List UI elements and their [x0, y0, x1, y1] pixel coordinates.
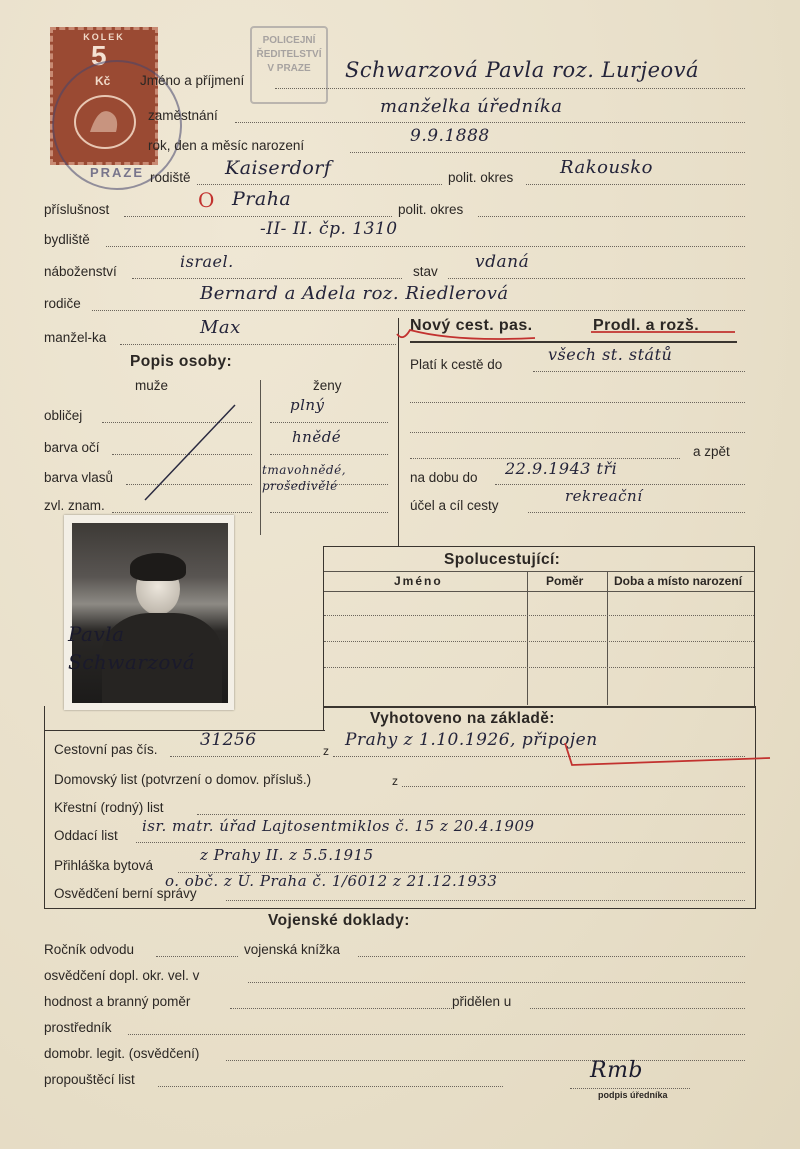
passport-photo [64, 515, 234, 710]
oddaci-line [136, 842, 745, 843]
hodnost-label: hodnost a branný poměr [44, 994, 191, 1009]
basis-left-stub [323, 706, 324, 730]
domobr-label: domobr. legit. (osvědčení) [44, 1046, 200, 1061]
header-stamp-line2: V PRAZE [267, 63, 311, 74]
muze-strike [140, 400, 250, 510]
osvedceni-line [226, 900, 745, 901]
signature-label: podpis úředníka [598, 1090, 668, 1100]
prihlaska-value: z Prahy II. z 5.5.1915 [200, 846, 374, 864]
red-underline-mark [395, 322, 755, 344]
polit-okres2-label: polit. okres [398, 202, 464, 217]
stamp-value: 5 [91, 40, 107, 71]
plati-line [533, 371, 745, 372]
basis-top-rule-left [44, 730, 325, 731]
nabozenstvi-label: náboženství [44, 264, 117, 279]
bydliste-line [106, 246, 745, 247]
companions-title: Spolucestující: [444, 551, 561, 568]
polit-okres-value: Rakousko [560, 157, 654, 178]
domobr-line [226, 1060, 745, 1061]
barva-vlasu-value: tmavohnědé, prošedivělé [262, 463, 347, 493]
prostrednik-label: prostředník [44, 1020, 112, 1035]
rocnik-line [156, 956, 238, 957]
companions-row-1 [324, 615, 754, 616]
bydliste-label: bydliště [44, 232, 90, 247]
photo-signature: Pavla Schwarzová [68, 622, 196, 674]
header-stamp-line1: POLICEJNÍ ŘEDITELSTVÍ [256, 35, 322, 60]
bydliste-value: -II- II. čp. 1310 [260, 219, 398, 239]
prislusnost-line [124, 216, 392, 217]
jmeno-value: Schwarzová Pavla roz. Lurjeová [345, 58, 700, 82]
cestovni-z-value: Prahy z 1.10.1926, připojen [345, 730, 598, 750]
jmeno-line [275, 88, 745, 89]
ucel-line [528, 512, 745, 513]
krestni-line [197, 814, 745, 815]
knizka-line [358, 956, 745, 957]
cestovni-value: 31256 [200, 730, 257, 750]
prihlaska-label: Přihláška bytová [54, 858, 154, 873]
polit-okres2-line [478, 216, 745, 217]
seal-city-text: PRAZE [89, 165, 145, 180]
narozeni-label: rok, den a měsíc narození [148, 138, 305, 153]
companions-header-jmeno: Jméno [394, 574, 443, 588]
stav-line [448, 278, 745, 279]
rocnik-label: Ročník odvodu [44, 942, 135, 957]
osvedceni-value: o. obč. z Ú. Praha č. 1/6012 z 21.12.1933 [165, 872, 498, 890]
cestovni-label: Cestovní pas čís. [54, 742, 158, 757]
polit-okres-label: polit. okres [448, 170, 514, 185]
nabozenstvi-value: israel. [180, 252, 234, 271]
narozeni-line [350, 152, 745, 153]
companions-row-2 [324, 641, 754, 642]
barva-oci-value: hnědé [292, 428, 342, 446]
dobu-value: 22.9.1943 tři [505, 459, 618, 478]
prostrednik-line [128, 1034, 745, 1035]
police-header-stamp [250, 26, 328, 104]
companions-header-pomer: Poměr [546, 574, 584, 588]
new-passport-label: Nový cest. pas. [410, 317, 533, 334]
stav-label: stav [413, 264, 438, 279]
zpet-label: a zpět [693, 444, 730, 459]
propousteci-line [158, 1086, 503, 1087]
barva-oci-label: barva očí [44, 440, 100, 455]
zamestnani-line [235, 122, 745, 123]
krestni-label: Křestní (rodný) list [54, 800, 164, 815]
companions-row-3 [324, 667, 754, 668]
zamestnani-label: zaměstnání [148, 108, 218, 123]
hodnost-line [230, 1008, 452, 1009]
companions-header-doba: Doba a místo narození [614, 574, 743, 588]
nabozenstvi-line [132, 278, 402, 279]
cestovni-z-label: z [323, 744, 329, 758]
domovsky-line [402, 786, 745, 787]
stamp-unit: Kč [95, 74, 111, 88]
ucel-value: rekreační [565, 487, 643, 505]
red-mark-basis [560, 740, 780, 770]
rodiste-label: rodiště [150, 170, 191, 185]
polit-okres-line [526, 184, 745, 185]
companions-col-2 [607, 571, 608, 705]
osvedceni-dopl-label: osvědčení dopl. okr. vel. v [44, 968, 200, 983]
pridelen-label: přidělen u [452, 994, 512, 1009]
passport-left-border [398, 318, 399, 546]
rodice-label: rodiče [44, 296, 81, 311]
rodice-line [92, 310, 745, 311]
osvedceni-dopl-line [248, 982, 745, 983]
military-title: Vojenské doklady: [268, 912, 410, 929]
signature-line [570, 1088, 690, 1089]
popis-muze-header: muže [135, 378, 169, 393]
rodiste-line [197, 184, 442, 185]
companions-table [323, 546, 755, 708]
photo-hair [130, 553, 186, 581]
prislusnost-mark: O [198, 188, 215, 212]
basis-title: Vyhotoveno na základě: [370, 710, 555, 727]
manzel-label: manžel-ka [44, 330, 107, 345]
stamp-kolek-text: KOLEK [83, 32, 125, 42]
companions-header-rule [324, 591, 754, 592]
oblicej-label: obličej [44, 408, 83, 423]
ucel-label: účel a cíl cesty [410, 498, 499, 513]
companions-title-rule [324, 571, 754, 572]
zvl-znam-line-right [270, 512, 388, 513]
prislusnost-value: Praha [232, 188, 292, 210]
osvedceni-label: Osvědčení berní správy [54, 886, 197, 901]
cestovni-line [170, 756, 320, 757]
stav-value: vdaná [475, 252, 530, 272]
narozeni-value: 9.9.1888 [410, 126, 490, 146]
rodiste-value: Kaiserdorf [225, 157, 332, 179]
oddaci-value: isr. matr. úřad Lajtosentmiklos č. 15 z 20.4.1909 [142, 817, 535, 835]
oblicej-line-right [270, 422, 388, 423]
knizka-label: vojenská knížka [244, 942, 341, 957]
jmeno-label: Jméno a příjmení [140, 73, 245, 88]
official-signature: Rmb [590, 1058, 644, 1083]
zvl-znam-line-left [112, 512, 252, 513]
propousteci-label: propouštěcí list [44, 1072, 135, 1087]
oddaci-label: Oddací list [54, 828, 118, 843]
barva-vlasu-label: barva vlasů [44, 470, 114, 485]
popis-divider [260, 380, 261, 535]
zamestnani-value: manželka úředníka [380, 96, 563, 117]
rodice-value: Bernard a Adela roz. Riedlerová [200, 283, 509, 304]
popis-zeny-header: ženy [313, 378, 342, 393]
plati-line-2 [410, 402, 745, 403]
manzel-line [120, 344, 396, 345]
popis-title: Popis osoby: [130, 353, 233, 370]
manzel-value: Max [200, 317, 241, 338]
basis-top-rule-right [323, 706, 756, 707]
zvl-znam-label: zvl. znam. [44, 498, 105, 513]
companions-col-1 [527, 571, 528, 705]
oblicej-value: plný [290, 396, 325, 414]
domovsky-label: Domovský list (potvrzení o domov. přísluš.) [54, 772, 312, 787]
plati-line-3 [410, 432, 745, 433]
dobu-line [495, 484, 745, 485]
dobu-label: na dobu do [410, 470, 478, 485]
prodl-label: Prodl. a rozš. [593, 317, 700, 334]
plati-label: Platí k cestě do [410, 357, 503, 372]
prislusnost-label: příslušnost [44, 202, 110, 217]
barva-oci-line-right [270, 454, 388, 455]
pridelen-line [530, 1008, 745, 1009]
plati-value: všech st. států [548, 345, 673, 364]
photo-image [72, 523, 228, 703]
domovsky-z-label: z [392, 774, 398, 788]
